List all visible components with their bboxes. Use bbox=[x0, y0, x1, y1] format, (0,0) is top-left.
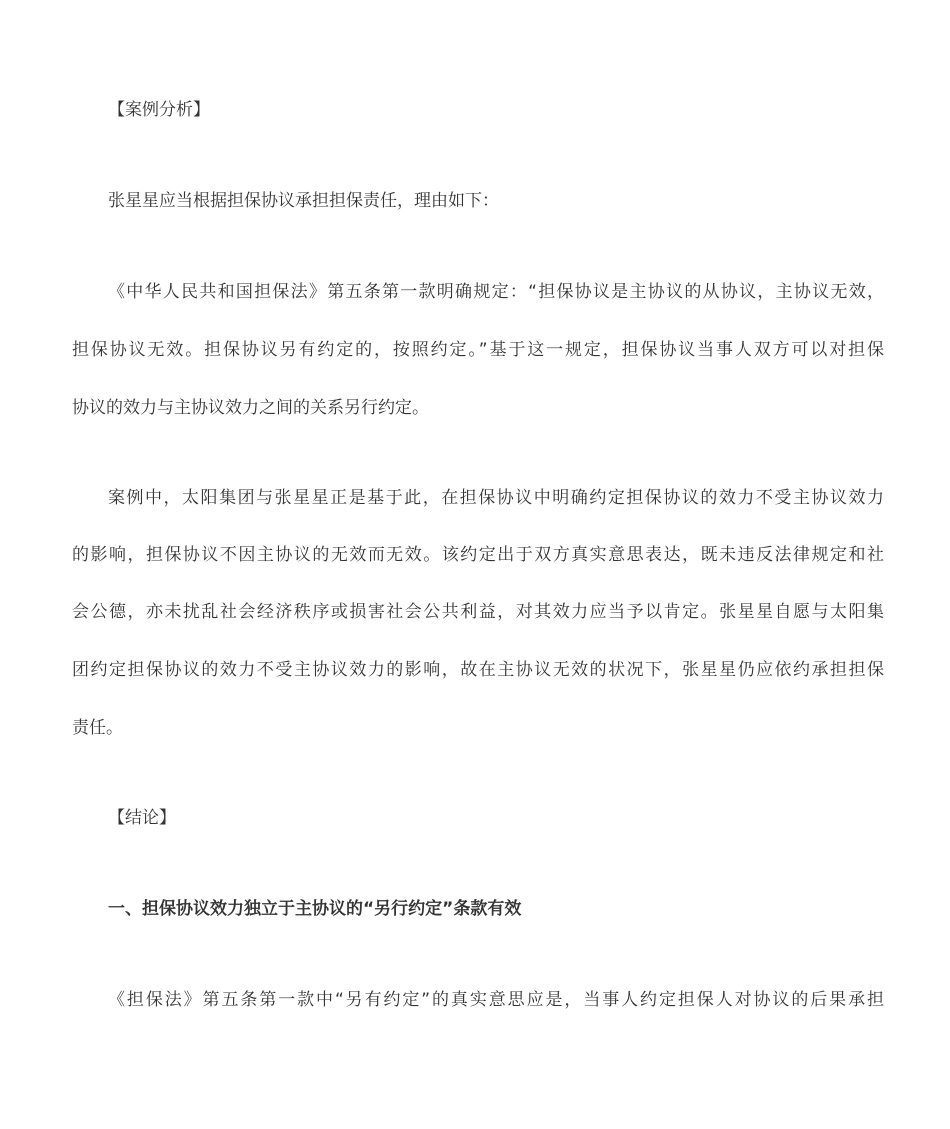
paragraph-line: 《中华人民共和国担保法》第五条第一款明确规定：“担保协议是主协议的从协议，主协议无效， bbox=[108, 282, 884, 302]
paragraph-line: 担保协议无效。担保协议另有约定的，按照约定。”基于这一规定，担保协议当事人双方可以对担保 bbox=[72, 340, 884, 360]
subheading: 一、担保协议效力独立于主协议的“另行约定”条款有效 bbox=[108, 899, 522, 919]
analysis-heading: 【案例分析】 bbox=[108, 100, 210, 120]
paragraph-line: 的影响，担保协议不因主协议的无效而无效。该约定出于双方真实意思表达，既未违反法律规定和社 bbox=[72, 545, 884, 565]
paragraph-line: 会公德，亦未扰乱社会经济秩序或损害社会公共利益，对其效力应当予以肯定。张星星自愿与太阳集 bbox=[72, 602, 884, 622]
paragraph-line: 责任。 bbox=[72, 718, 123, 738]
reason-intro: 张星星应当根据担保协议承担担保责任，理由如下： bbox=[108, 191, 499, 211]
paragraph-line: 团约定担保协议的效力不受主协议效力的影响，故在主协议无效的状况下，张星星仍应依约承担担保 bbox=[72, 660, 884, 680]
paragraph-line: 协议的效力与主协议效力之间的关系另行约定。 bbox=[72, 398, 429, 418]
conclusion-heading: 【结论】 bbox=[108, 808, 176, 828]
paragraph-line: 案例中，太阳集团与张星星正是基于此，在担保协议中明确约定担保协议的效力不受主协议效力 bbox=[108, 488, 884, 508]
paragraph-line: 《担保法》第五条第一款中“另有约定”的真实意思应是，当事人约定担保人对协议的后果承担 bbox=[108, 990, 884, 1010]
